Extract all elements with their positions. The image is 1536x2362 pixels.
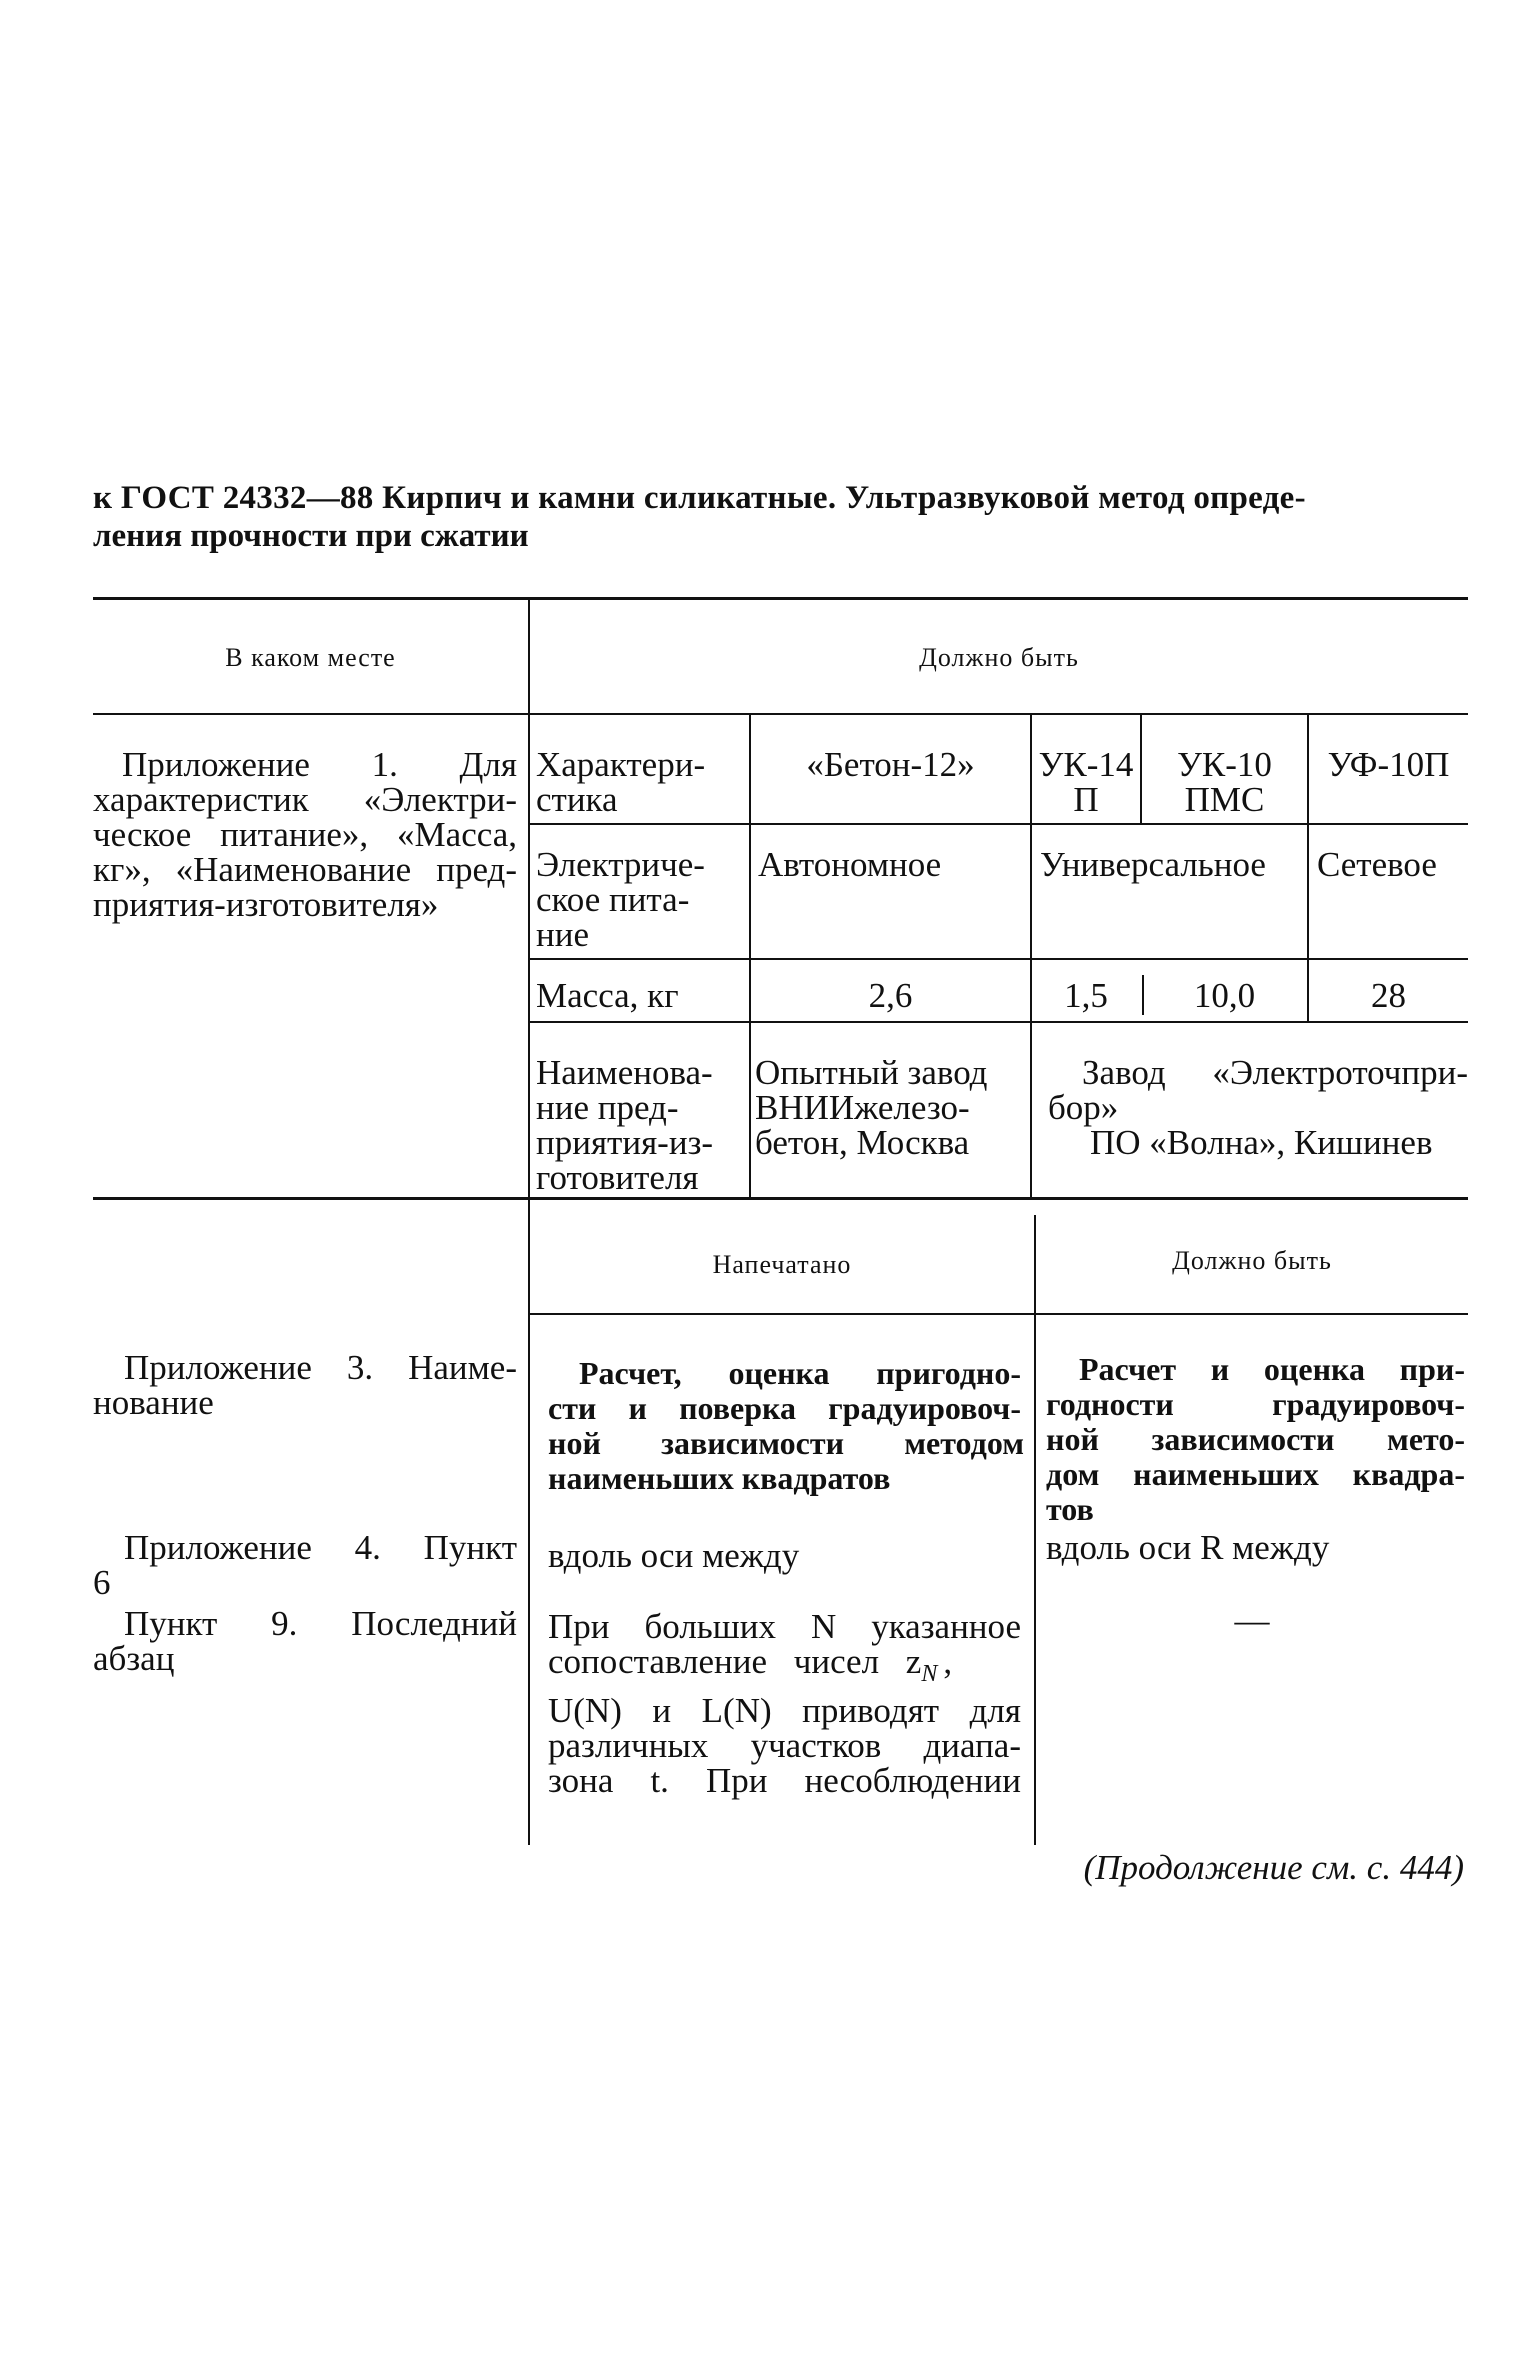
r1-should-5: тов xyxy=(1046,1491,1094,1527)
r3-printed-5: зона t. При несоблюдении xyxy=(548,1761,1021,1800)
inner-col-1 xyxy=(749,715,751,1197)
device-beton: «Бетон-12» xyxy=(806,745,975,784)
maker-beton-1: Опытный завод xyxy=(755,1053,988,1092)
char-header-2: стика xyxy=(536,780,618,819)
mass-beton: 2,6 xyxy=(868,976,913,1015)
r2-printed: вдоль оси между xyxy=(548,1536,800,1575)
device-uk14-1: УК-14 xyxy=(1038,745,1134,784)
header-line-1: к ГОСТ 24332—88 Кирпич и камни силикатные. Ультразвуковой метод опреде- xyxy=(93,480,1306,516)
mass-label: Масса, кг xyxy=(536,976,679,1015)
maker-beton-3: бетон, Москва xyxy=(755,1123,970,1162)
continuation-note: (Продолжение см. с. 444) xyxy=(1083,1848,1464,1887)
r3-should-dash: — xyxy=(1234,1601,1270,1640)
r3-printed-3: U(N) и L(N) приводят для xyxy=(548,1691,1021,1730)
r3-printed-2-comma: , xyxy=(943,1642,953,1681)
maker-other-3: ПО «Волна», Кишинев xyxy=(1090,1123,1433,1162)
inner-rule-1 xyxy=(530,823,1468,825)
r3-printed-1: При больших N указанное xyxy=(548,1607,1021,1646)
maker-label-4: готовителя xyxy=(536,1158,699,1197)
r1-should-3: ной зависимости мето- xyxy=(1046,1421,1465,1457)
inner-rule-3 xyxy=(530,1021,1468,1023)
mass-uk14: 1,5 xyxy=(1064,976,1108,1015)
table1-bottom-rule xyxy=(93,1197,1468,1200)
r1-place-2: нование xyxy=(93,1383,214,1422)
place-line-1: Приложение 1. Для xyxy=(122,745,517,784)
device-uk10-1: УК-10 xyxy=(1177,745,1272,784)
r3-place-2: абзац xyxy=(93,1639,175,1678)
r3-printed-4: различных участков диапа- xyxy=(548,1726,1021,1765)
device-uf10p: УФ-10П xyxy=(1327,745,1450,784)
r3-place-1: Пункт 9. Последний xyxy=(124,1604,517,1643)
place-line-2: характеристик «Электри- xyxy=(93,780,517,819)
table2-left-divider xyxy=(528,1200,530,1845)
maker-other-2: бор» xyxy=(1048,1088,1119,1127)
maker-other-1: Завод «Электроточпри- xyxy=(1082,1053,1468,1092)
place-line-3: ческое питание», «Масса, xyxy=(93,815,517,854)
char-header-1: Характери- xyxy=(536,745,706,784)
r1-printed-4: наименьших квадратов xyxy=(548,1460,891,1496)
r1-printed-1: Расчет, оценка пригодно- xyxy=(579,1355,1021,1391)
r3-printed-2-text: сопоставление чисел z xyxy=(548,1642,922,1681)
r1-should-4: дом наименьших квадра- xyxy=(1046,1456,1465,1492)
header-line-2: ления прочности при сжатии xyxy=(93,518,529,554)
device-uk10-2: ПМС xyxy=(1184,780,1265,819)
r1-place-1: Приложение 3. Наиме- xyxy=(124,1348,517,1387)
r3-subscript: N xyxy=(921,1661,938,1687)
mass-uf: 28 xyxy=(1371,976,1406,1015)
col-header-should: Должно быть xyxy=(919,643,1079,672)
table1-top-rule xyxy=(93,597,1468,600)
power-uk: Универсальное xyxy=(1040,845,1266,884)
power-label-1: Электриче- xyxy=(536,845,705,884)
maker-label-2: ние пред- xyxy=(536,1088,679,1127)
power-uf: Сетевое xyxy=(1317,845,1437,884)
r2-place-2: 6 xyxy=(93,1563,111,1602)
maker-label-1: Наименова- xyxy=(536,1053,713,1092)
place-line-5: приятия-изготовителя» xyxy=(93,885,439,924)
r2-should: вдоль оси R между xyxy=(1046,1528,1330,1567)
power-label-2: ское пита- xyxy=(536,880,690,919)
table2-right-divider xyxy=(1034,1215,1036,1845)
r1-printed-3: ной зависимости методом xyxy=(548,1425,1024,1461)
place-line-4: кг», «Наименование пред- xyxy=(93,850,517,889)
r2-place-1: Приложение 4. Пункт xyxy=(124,1528,517,1567)
r3-printed-2 xyxy=(548,1644,1021,1692)
table1-header-rule xyxy=(93,713,1468,715)
r1-should-1: Расчет и оценка при- xyxy=(1079,1351,1465,1387)
r1-printed-2: сти и поверка градуировоч- xyxy=(548,1390,1021,1426)
maker-label-3: приятия-из- xyxy=(536,1123,714,1162)
table1-divider xyxy=(528,600,530,1198)
col-header-printed: Напечатано xyxy=(712,1250,852,1279)
r1-should-2: годности градуировоч- xyxy=(1046,1386,1465,1422)
mass-uk10: 10,0 xyxy=(1193,976,1256,1015)
power-beton: Автономное xyxy=(758,845,942,884)
table2-header-rule xyxy=(530,1313,1468,1315)
device-uk14-2: П xyxy=(1073,780,1099,819)
power-label-3: ние xyxy=(536,915,589,954)
col-header-should-2: Должно быть xyxy=(1172,1246,1332,1275)
col-header-place: В каком месте xyxy=(225,643,396,672)
inner-rule-2 xyxy=(530,958,1468,960)
maker-beton-2: ВНИИжелезо- xyxy=(755,1088,970,1127)
